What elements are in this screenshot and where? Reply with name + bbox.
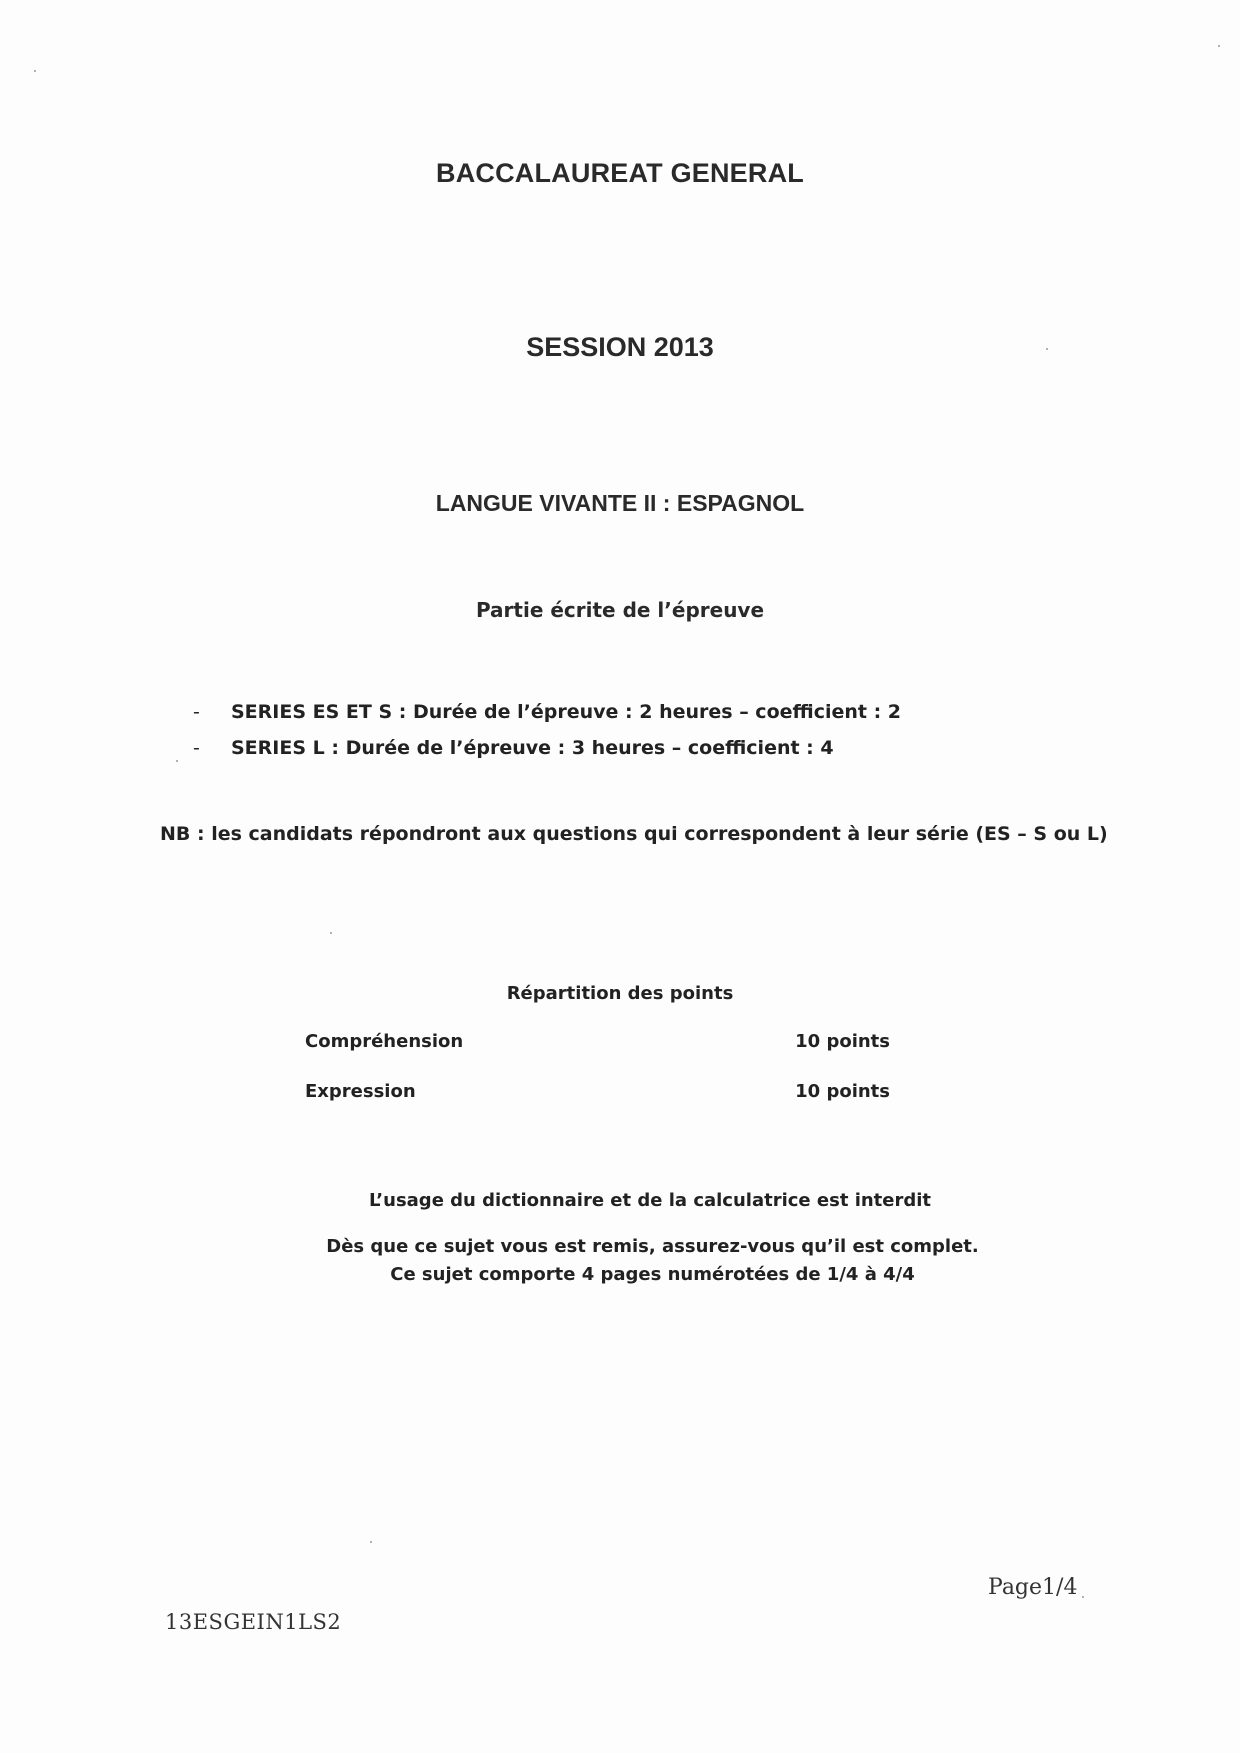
- session-year: SESSION 2013: [526, 332, 714, 362]
- exam-title: BACCALAUREAT GENERAL: [436, 158, 804, 188]
- points-distribution-title: Répartition des points: [506, 983, 734, 1004]
- scan-speck: [1218, 45, 1220, 47]
- part-title: Partie écrite de l’épreuve: [475, 598, 765, 622]
- series-list: [193, 700, 901, 772]
- scan-speck: [1082, 1596, 1084, 1598]
- points-distribution-table: [305, 1030, 890, 1130]
- scan-speck: [176, 760, 178, 762]
- subject-title: LANGUE VIVANTE II : ESPAGNOL: [435, 490, 805, 516]
- scan-speck: [34, 70, 36, 72]
- exam-rules: [0, 1190, 1240, 1289]
- page-number: Page1/4: [988, 1575, 1078, 1600]
- points-label: Expression: [305, 1081, 416, 1102]
- scan-speck: [1046, 348, 1048, 350]
- scan-speck: [370, 1541, 372, 1543]
- series-item: [193, 700, 901, 724]
- points-value: 10 points: [795, 1031, 890, 1052]
- exam-code: 13ESGEIN1LS2: [165, 1610, 342, 1634]
- points-row: [305, 1080, 890, 1130]
- completeness-rule: Dès que ce sujet vous est remis, assurez-vous qu’il est complet.: [326, 1236, 979, 1257]
- series-text: SERIES ES ET S : Durée de l’épreuve : 2 heures – coefficient : 2: [231, 701, 902, 723]
- dictionary-rule: L’usage du dictionnaire et de la calculatrice est interdit: [368, 1190, 932, 1211]
- candidate-note: NB : les candidats répondront aux questions qui correspondent à leur série (ES – S ou L): [160, 823, 1108, 845]
- points-label: Compréhension: [305, 1031, 464, 1052]
- points-value: 10 points: [795, 1081, 890, 1102]
- scan-speck: [330, 932, 332, 934]
- bullet-dash: -: [193, 701, 200, 723]
- points-row: [305, 1030, 890, 1080]
- series-item: [193, 736, 901, 760]
- page-count-rule: Ce sujet comporte 4 pages numérotées de 1/4 à 4/4: [390, 1264, 915, 1285]
- bullet-dash: -: [193, 737, 200, 759]
- series-text: SERIES L : Durée de l’épreuve : 3 heures – coefficient : 4: [231, 737, 834, 759]
